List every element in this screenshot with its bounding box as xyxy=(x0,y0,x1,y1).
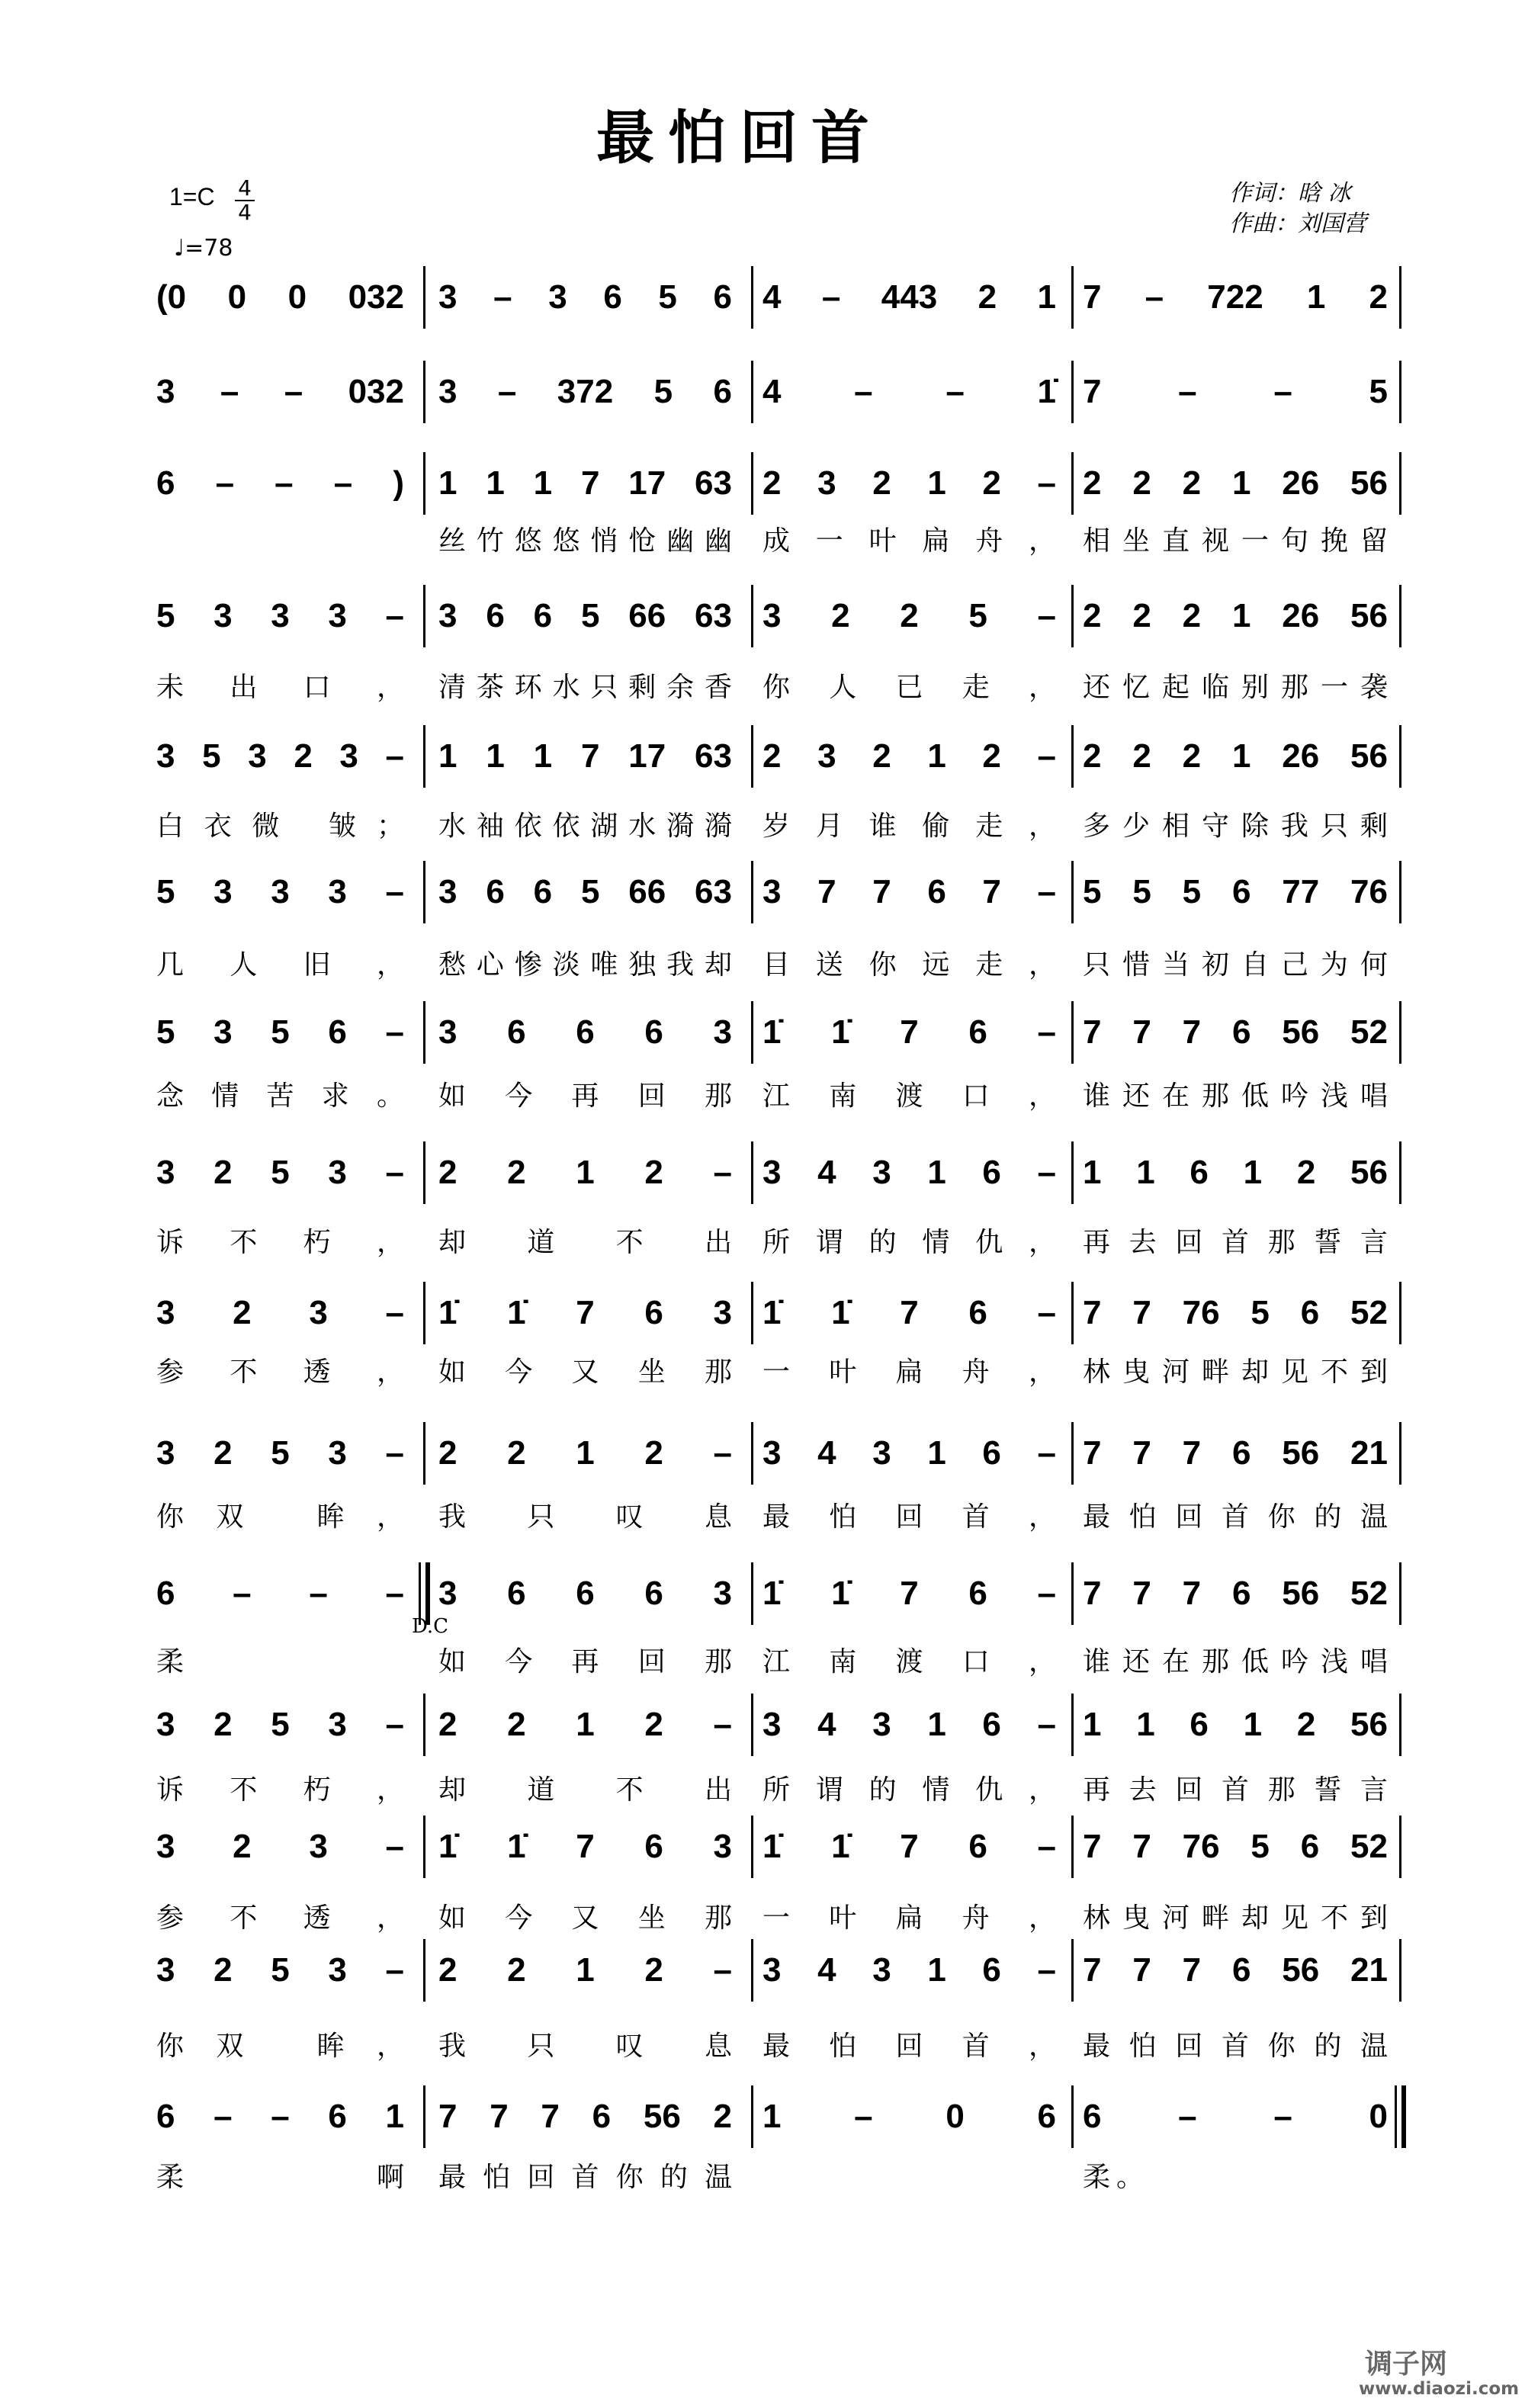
measure: 5 3 5 6 – xyxy=(156,1013,404,1051)
barline xyxy=(1399,861,1401,923)
barline xyxy=(1399,1939,1401,2002)
measure: 3 2 5 3 – xyxy=(156,1951,404,1989)
lyric-segment: 一叶扁舟， xyxy=(762,1357,1056,1388)
notation-line xyxy=(0,457,1525,510)
barline xyxy=(1399,266,1401,329)
lyric-segment: 你人已走， xyxy=(762,672,1056,703)
lyric-segment: 却道不出 xyxy=(438,1227,732,1258)
barline xyxy=(751,1562,753,1625)
barline xyxy=(751,2085,753,2148)
lyrics-line xyxy=(0,1224,1525,1277)
lyrics-line xyxy=(0,522,1525,576)
measure: 6 – – 6 1 xyxy=(156,2098,404,2135)
measure: 1 1 6 1 2 56 xyxy=(1083,1706,1388,1743)
measure: 7 – – 5 xyxy=(1083,373,1388,410)
composer: 作曲：刘国营 xyxy=(1229,210,1366,237)
double-barline xyxy=(419,1562,430,1625)
dc-mark: D.C xyxy=(412,1615,449,1638)
barline xyxy=(423,1282,425,1344)
barline xyxy=(423,585,425,647)
measure: 1̇ 1̇ 7 6 3 xyxy=(438,1294,732,1331)
notation-line xyxy=(0,1006,1525,1059)
lyric-segment: 柔。 xyxy=(1083,2162,1144,2193)
barline xyxy=(1071,585,1074,647)
measure: 7 – 722 1 2 xyxy=(1083,278,1388,316)
barline xyxy=(751,861,753,923)
lyric-segment: 所谓的情仇， xyxy=(762,1774,1056,1806)
lyric-segment: 诉不朽， xyxy=(156,1227,404,1258)
measure: 3 6 6 6 3 xyxy=(438,1575,732,1612)
lyric-segment: 柔 xyxy=(156,1646,185,1678)
lyric-segment: 岁月谁偷走， xyxy=(762,811,1056,842)
tempo-marking: ♩=78 xyxy=(174,235,233,262)
lyrics-line xyxy=(0,1353,1525,1407)
watermark-logo: 调子网 xyxy=(1365,2349,1448,2380)
notation-line xyxy=(0,1567,1525,1620)
barline xyxy=(423,2085,425,2148)
lyricist: 作词：晗 冰 xyxy=(1229,180,1351,207)
lyric-segment: 清茶环水只剩余香 xyxy=(438,672,732,703)
barline xyxy=(423,861,425,923)
barline xyxy=(751,1001,753,1064)
barline xyxy=(1071,1939,1074,2002)
measure: 7 7 7 6 56 52 xyxy=(1083,1575,1388,1612)
barline xyxy=(423,452,425,515)
measure: 3 2 5 3 – xyxy=(156,1154,404,1191)
barline xyxy=(1399,452,1401,515)
notation-line xyxy=(0,730,1525,783)
double-barline xyxy=(1395,2085,1406,2148)
measure: 2 2 1 2 – xyxy=(438,1154,732,1191)
measure: (0 0 0 032 xyxy=(156,278,404,316)
measure: 2 2 1 2 – xyxy=(438,1434,732,1472)
lyrics-line xyxy=(0,807,1525,861)
barline xyxy=(1071,861,1074,923)
lyrics-line xyxy=(0,1771,1525,1825)
measure: 1 – 0 6 xyxy=(762,2098,1056,2135)
lyric-segment: 我只叹息 xyxy=(438,1501,732,1533)
measure: 5 3 3 3 – xyxy=(156,873,404,910)
measure: 1̇ 1̇ 7 6 – xyxy=(762,1828,1056,1865)
barline xyxy=(1071,1141,1074,1204)
barline xyxy=(423,1816,425,1878)
lyric-segment: 谁还在那低吟浅唱 xyxy=(1083,1646,1388,1678)
notation-line xyxy=(0,1146,1525,1199)
lyric-segment: 只惜当初自己为何 xyxy=(1083,949,1388,981)
measure: 7 7 76 5 6 52 xyxy=(1083,1828,1388,1865)
measure: 3 – 372 5 6 xyxy=(438,373,732,410)
meter-top: 4 xyxy=(238,175,252,201)
notation-line xyxy=(0,2090,1525,2143)
barline xyxy=(1071,725,1074,788)
notation-line xyxy=(0,1427,1525,1480)
barline xyxy=(1071,452,1074,515)
key-signature: 1=C xyxy=(169,183,215,210)
lyric-segment: 谁还在那低吟浅唱 xyxy=(1083,1080,1388,1112)
barline xyxy=(423,266,425,329)
barline xyxy=(423,361,425,423)
lyric-segment: 江南渡口， xyxy=(762,1080,1056,1112)
notation-line xyxy=(0,365,1525,419)
measure: 3 6 6 6 3 xyxy=(438,1013,732,1051)
measure: 2 3 2 1 2 – xyxy=(762,464,1056,502)
barline xyxy=(423,1694,425,1756)
barline xyxy=(1071,361,1074,423)
measure: 6 – – 0 xyxy=(1083,2098,1388,2135)
lyric-segment: 如今又坐那 xyxy=(438,1902,732,1934)
lyric-segment: 目送你远走， xyxy=(762,949,1056,981)
measure: 2 2 2 1 26 56 xyxy=(1083,737,1388,775)
barline xyxy=(1399,361,1401,423)
measure: 1̇ 1̇ 7 6 – xyxy=(762,1013,1056,1051)
measure: 2 3 2 1 2 – xyxy=(762,737,1056,775)
measure: 3 – 3 6 5 6 xyxy=(438,278,732,316)
barline xyxy=(1071,1816,1074,1878)
barline xyxy=(1399,1694,1401,1756)
measure: 7 7 7 6 56 21 xyxy=(1083,1434,1388,1472)
notation-line xyxy=(0,1820,1525,1873)
measure: 2 2 2 1 26 56 xyxy=(1083,597,1388,634)
barline xyxy=(1071,1001,1074,1064)
barline xyxy=(423,1422,425,1485)
measure: 3 – – 032 xyxy=(156,373,404,410)
barline xyxy=(1399,1282,1401,1344)
lyric-segment: 最怕回首你的温 xyxy=(1083,2031,1388,2062)
notation-line xyxy=(0,1286,1525,1340)
barline xyxy=(1399,1422,1401,1485)
measure: 3 4 3 1 6 – xyxy=(762,1154,1056,1191)
lyrics-line xyxy=(0,2159,1525,2212)
notation-line xyxy=(0,1698,1525,1751)
measure: 7 7 76 5 6 52 xyxy=(1083,1294,1388,1331)
lyric-segment: 最怕回首， xyxy=(762,2031,1056,2062)
notation-line xyxy=(0,865,1525,919)
measure: 5 5 5 6 77 76 xyxy=(1083,873,1388,910)
lyrics-line xyxy=(0,1077,1525,1131)
barline xyxy=(1399,585,1401,647)
measure: 3 4 3 1 6 – xyxy=(762,1434,1056,1472)
measure: 7 7 7 6 56 21 xyxy=(1083,1951,1388,1989)
lyric-segment: 如今再回那 xyxy=(438,1646,732,1678)
barline xyxy=(423,1939,425,2002)
lyric-segment: 林曳河畔却见不到 xyxy=(1083,1902,1388,1934)
barline xyxy=(1071,1282,1074,1344)
lyric-segment: 未出口， xyxy=(156,672,404,703)
lyric-segment: 最怕回首你的温 xyxy=(1083,1501,1388,1533)
barline xyxy=(751,725,753,788)
measure: 3 2 3 – xyxy=(156,1294,404,1331)
barline xyxy=(751,361,753,423)
notation-line xyxy=(0,1944,1525,1997)
measure: 3 5 3 2 3 – xyxy=(156,737,404,775)
barline xyxy=(1071,1694,1074,1756)
measure: 3 2 5 3 – xyxy=(156,1706,404,1743)
barline xyxy=(1399,1562,1401,1625)
lyric-segment: 所谓的情仇， xyxy=(762,1227,1056,1258)
lyrics-line xyxy=(0,1498,1525,1552)
measure: 1̇ 1̇ 7 6 – xyxy=(762,1575,1056,1612)
lyric-segment: 还忆起临别那一袭 xyxy=(1083,672,1388,703)
lyric-segment: 成一叶扁舟， xyxy=(762,525,1056,557)
barline xyxy=(751,266,753,329)
measure: 7 7 7 6 56 52 xyxy=(1083,1013,1388,1051)
lyric-segment: 柔 啊 xyxy=(156,2162,404,2193)
lyric-segment: 愁心惨淡唯独我却 xyxy=(438,949,732,981)
meter-bottom: 4 xyxy=(235,200,255,224)
lyric-segment: 念情苦求。 xyxy=(156,1080,404,1112)
barline xyxy=(751,1694,753,1756)
measure: 1̇ 1̇ 7 6 3 xyxy=(438,1828,732,1865)
barline xyxy=(1071,1562,1074,1625)
lyric-segment: 林曳河畔却见不到 xyxy=(1083,1357,1388,1388)
lyric-segment: 一叶扁舟， xyxy=(762,1902,1056,1934)
lyric-segment: 白衣微 皱； xyxy=(156,811,404,842)
barline xyxy=(1399,1001,1401,1064)
measure: 3 4 3 1 6 – xyxy=(762,1706,1056,1743)
measure: 3 4 3 1 6 – xyxy=(762,1951,1056,1989)
barline xyxy=(423,1141,425,1204)
barline xyxy=(1071,2085,1074,2148)
lyric-segment: 江南渡口， xyxy=(762,1646,1056,1678)
lyric-segment: 水袖依依湖水漪漪 xyxy=(438,811,732,842)
barline xyxy=(1399,725,1401,788)
lyric-segment: 参不透， xyxy=(156,1357,404,1388)
measure: 1 1 1 7 17 63 xyxy=(438,464,732,502)
credits xyxy=(1229,178,1366,239)
measure: 3 2 5 3 – xyxy=(156,1434,404,1472)
barline xyxy=(423,725,425,788)
song-title: 最怕回首 xyxy=(596,104,883,172)
measure: 2 2 1 2 – xyxy=(438,1706,732,1743)
lyric-segment: 你双 眸， xyxy=(156,2031,404,2062)
lyric-segment: 最怕回首你的温 xyxy=(438,2162,732,2193)
lyric-segment: 几人旧， xyxy=(156,949,404,981)
lyric-segment: 最怕回首， xyxy=(762,1501,1056,1533)
watermark-url: www.diaozi.com xyxy=(1359,2379,1520,2399)
barline xyxy=(751,1422,753,1485)
measure: 6 – – – ) xyxy=(156,464,404,502)
measure: 2 2 2 1 26 56 xyxy=(1083,464,1388,502)
measure: 1 1 6 1 2 56 xyxy=(1083,1154,1388,1191)
measure: 3 2 2 5 – xyxy=(762,597,1056,634)
lyric-segment: 却道不出 xyxy=(438,1774,732,1806)
lyric-segment: 诉不朽， xyxy=(156,1774,404,1806)
measure: 6 – – – xyxy=(156,1575,404,1612)
measure: 4 – – 1̇ xyxy=(762,373,1056,410)
lyric-segment: 我只叹息 xyxy=(438,2031,732,2062)
lyric-segment: 相坐直视一句挽留 xyxy=(1083,525,1388,557)
measure: 4 – 443 2 1 xyxy=(762,278,1056,316)
lyrics-line xyxy=(0,1643,1525,1697)
lyrics-line xyxy=(0,946,1525,1000)
barline xyxy=(751,1939,753,2002)
barline xyxy=(1071,266,1074,329)
barline xyxy=(751,1816,753,1878)
measure: 3 6 6 5 66 63 xyxy=(438,597,732,634)
measure: 5 3 3 3 – xyxy=(156,597,404,634)
lyric-segment: 再去回首那誓言 xyxy=(1083,1227,1388,1258)
lyric-segment: 如今再回那 xyxy=(438,1080,732,1112)
measure: 7 7 7 6 56 2 xyxy=(438,2098,732,2135)
measure: 2 2 1 2 – xyxy=(438,1951,732,1989)
time-signature xyxy=(235,177,255,224)
barline xyxy=(423,1001,425,1064)
measure: 3 2 3 – xyxy=(156,1828,404,1865)
barline xyxy=(751,1282,753,1344)
measure: 1̇ 1̇ 7 6 – xyxy=(762,1294,1056,1331)
barline xyxy=(751,585,753,647)
barline xyxy=(751,452,753,515)
lyric-segment: 如今又坐那 xyxy=(438,1357,732,1388)
barline xyxy=(751,1141,753,1204)
lyric-segment: 再去回首那誓言 xyxy=(1083,1774,1388,1806)
lyric-segment: 参不透， xyxy=(156,1902,404,1934)
measure: 3 6 6 5 66 63 xyxy=(438,873,732,910)
lyric-segment: 你双 眸， xyxy=(156,1501,404,1533)
measure: 3 7 7 6 7 – xyxy=(762,873,1056,910)
notation-line xyxy=(0,589,1525,643)
barline xyxy=(1399,1816,1401,1878)
notation-line xyxy=(0,271,1525,324)
lyrics-line xyxy=(0,669,1525,722)
lyrics-line xyxy=(0,2028,1525,2081)
lyric-segment: 多少相守除我只剩 xyxy=(1083,811,1388,842)
barline xyxy=(1399,1141,1401,1204)
measure: 1 1 1 7 17 63 xyxy=(438,737,732,775)
lyric-segment: 丝竹悠悠悄怆幽幽 xyxy=(438,525,732,557)
barline xyxy=(1071,1422,1074,1485)
